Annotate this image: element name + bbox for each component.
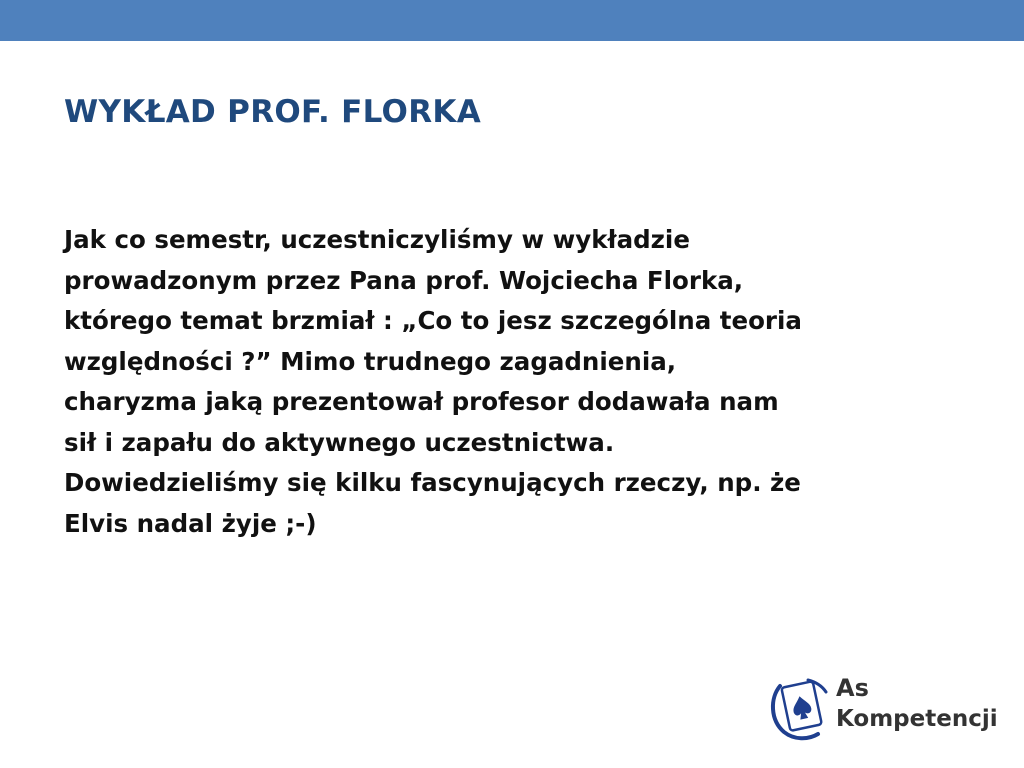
spade-card-icon: [768, 672, 832, 744]
body-line: charyzma jaką prezentował profesor dodawała nam: [64, 387, 779, 416]
body-line: względności ?” Mimo trudnego zagadnienia,: [64, 346, 677, 376]
body-line: którego temat brzmiał : „Co to jesz szczególna teoria: [64, 306, 802, 335]
top-accent-bar: [0, 0, 1024, 41]
logo-text-as: As: [836, 674, 869, 702]
as-kompetencji-logo: [768, 672, 998, 744]
slide-title: WYKŁAD PROF. FLORKA: [64, 94, 481, 130]
body-line: prowadzonym przez Pana prof. Wojciecha Florka,: [64, 265, 744, 295]
body-line: Elvis nadal żyje ;-): [64, 508, 317, 538]
slide-body: [64, 220, 964, 544]
body-line: Dowiedzieliśmy się kilku fascynujących rzeczy, np. że: [64, 468, 801, 497]
logo-text-kompetencji: Kompetencji: [836, 706, 998, 732]
body-line: Jak co semestr, uczestniczyliśmy w wykładzie: [64, 225, 690, 254]
body-line: sił i zapału do aktywnego uczestnictwa.: [64, 427, 615, 457]
